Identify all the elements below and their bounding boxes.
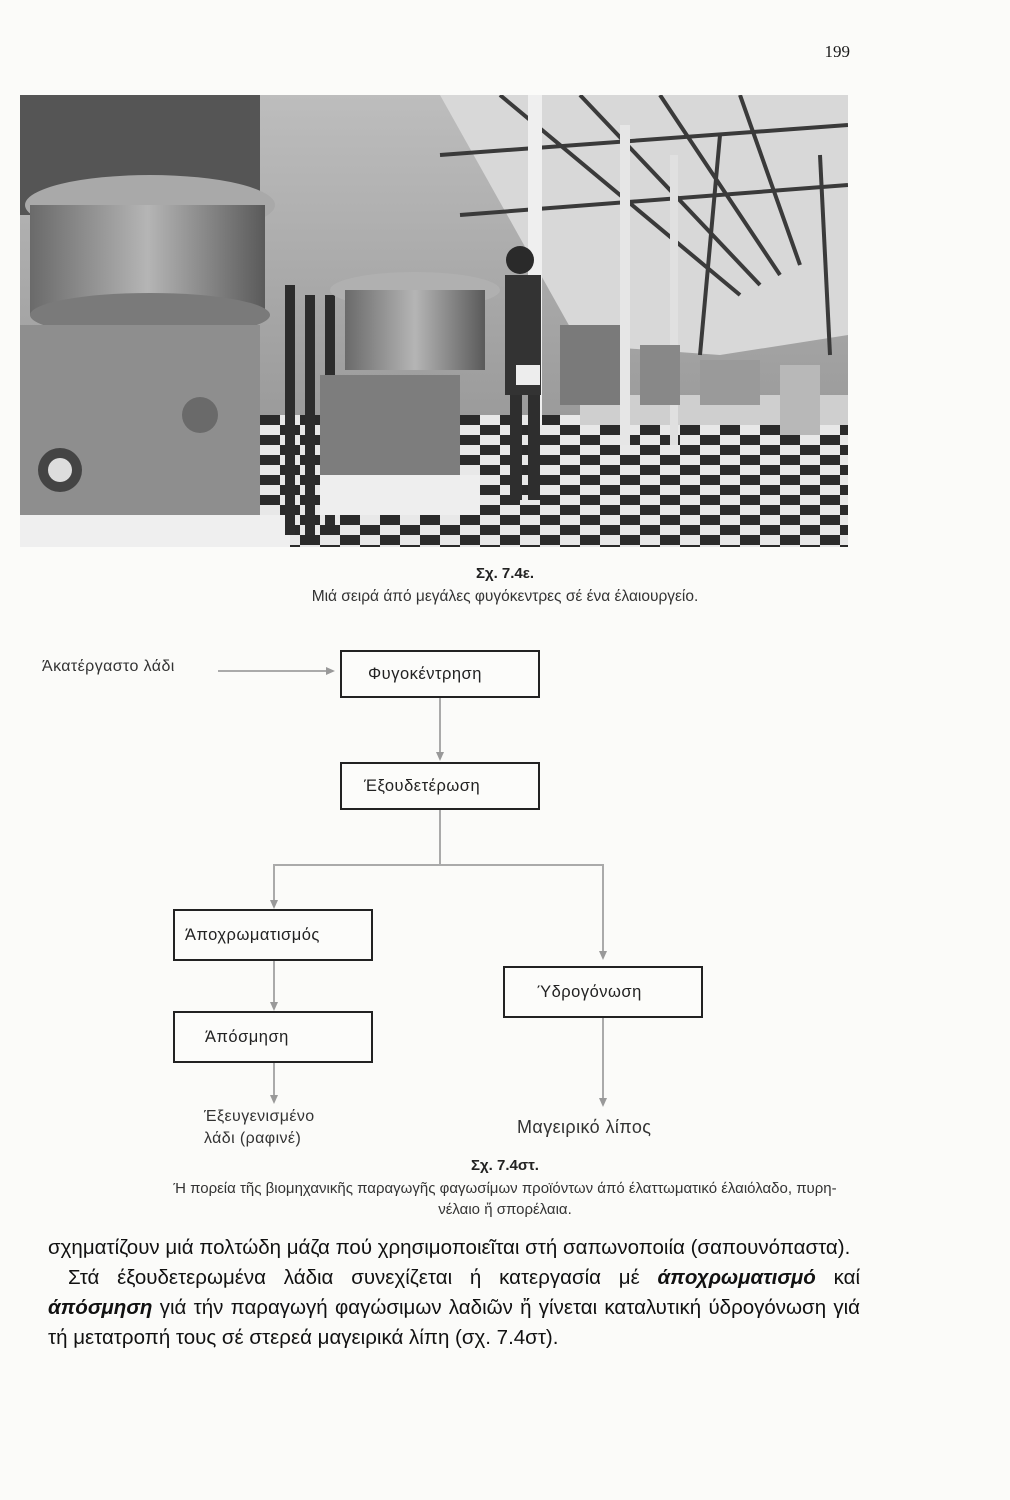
connector-3	[273, 961, 275, 1003]
paragraph-2	[48, 1263, 860, 1353]
box-centrifugation-label: Φυγοκέντρηση	[368, 664, 482, 683]
arrow-head-1	[436, 752, 444, 761]
box-hydrogenation	[503, 966, 703, 1018]
page-number: 199	[824, 42, 850, 61]
term-deodorization: άπόσμηση	[48, 1296, 153, 1319]
arrow-head-right	[599, 951, 607, 960]
connector-left	[273, 864, 275, 902]
connector-right	[602, 864, 604, 952]
box-neutralization	[340, 762, 540, 810]
box-decolorization	[173, 909, 373, 961]
output-cooking-fat: Μαγειρικό λίπος	[517, 1117, 652, 1137]
centrifuge-photo-image	[20, 95, 848, 547]
connector-1	[439, 698, 441, 754]
paragraph-1: σχηματίζουν μιά πολτώδη μάζα πού χρησιμοποιεῖται στή σαπωνοποιία (σαπουνόπαστα).	[48, 1236, 851, 1259]
paragraph-2-mid: καί	[815, 1266, 860, 1289]
connector-4	[273, 1063, 275, 1097]
term-decolorization: άποχρωματισμό	[657, 1266, 816, 1289]
box-neutralization-label: Έξουδετέρωση	[364, 776, 481, 795]
figure-e-caption: Μιά σειρά άπό μεγάλες φυγόκεντρες σέ ένα έλαιουργείο.	[311, 588, 699, 605]
figure-st-caption-line1: Ή πορεία τῆς βιομηχανικῆς παραγωγῆς φαγωσίμων προϊόντων άπό έλαττωματικό έλαιόλαδο, πυρη-	[173, 1180, 837, 1197]
arrow-head-4	[270, 1095, 278, 1104]
output-refined-oil	[204, 1106, 315, 1150]
figure-e-label: Σχ. 7.4ε.	[475, 565, 535, 582]
arrow-head-5	[599, 1098, 607, 1107]
output-refined-line1: Έξευγενισμένο	[204, 1108, 315, 1125]
arrow-head-input	[326, 667, 335, 675]
figure-st-label: Σχ. 7.4στ.	[471, 1157, 539, 1174]
arrow-head-left	[270, 900, 278, 909]
figure-st-caption-line2: νέλαιο ἤ σπορέλαια.	[438, 1201, 572, 1218]
body-text	[48, 1233, 860, 1353]
arrow-line-input	[218, 670, 326, 672]
box-deodorization	[173, 1011, 373, 1063]
paragraph-2-start: Στά έξουδετερωμένα λάδια συνεχίζεται ή κατεργασία μέ	[68, 1266, 658, 1289]
paragraph-2-end: γιά τήν παραγωγή φαγώσιμων λαδιῶν ἤ γίνεται καταλυτική ύδρογόνωση γιά τή μετατροπή τους σέ στερεά μαγειρικά λίπη (σχ. 7.4στ).	[48, 1296, 860, 1349]
box-centrifugation	[340, 650, 540, 698]
branch-line	[273, 864, 604, 866]
connector-5	[602, 1018, 604, 1100]
arrow-head-3	[270, 1002, 278, 1011]
input-label: Άκατέργαστο λάδι	[42, 658, 175, 675]
box-decolorization-label: Άποχρωματισμός	[185, 925, 320, 944]
centrifuge-photo	[20, 95, 848, 547]
box-hydrogenation-label: Ύδρογόνωση	[537, 982, 642, 1001]
box-deodorization-label: Άπόσμηση	[205, 1027, 289, 1046]
connector-2	[439, 810, 441, 865]
output-refined-line2: λάδι (ραφινέ)	[204, 1130, 302, 1147]
